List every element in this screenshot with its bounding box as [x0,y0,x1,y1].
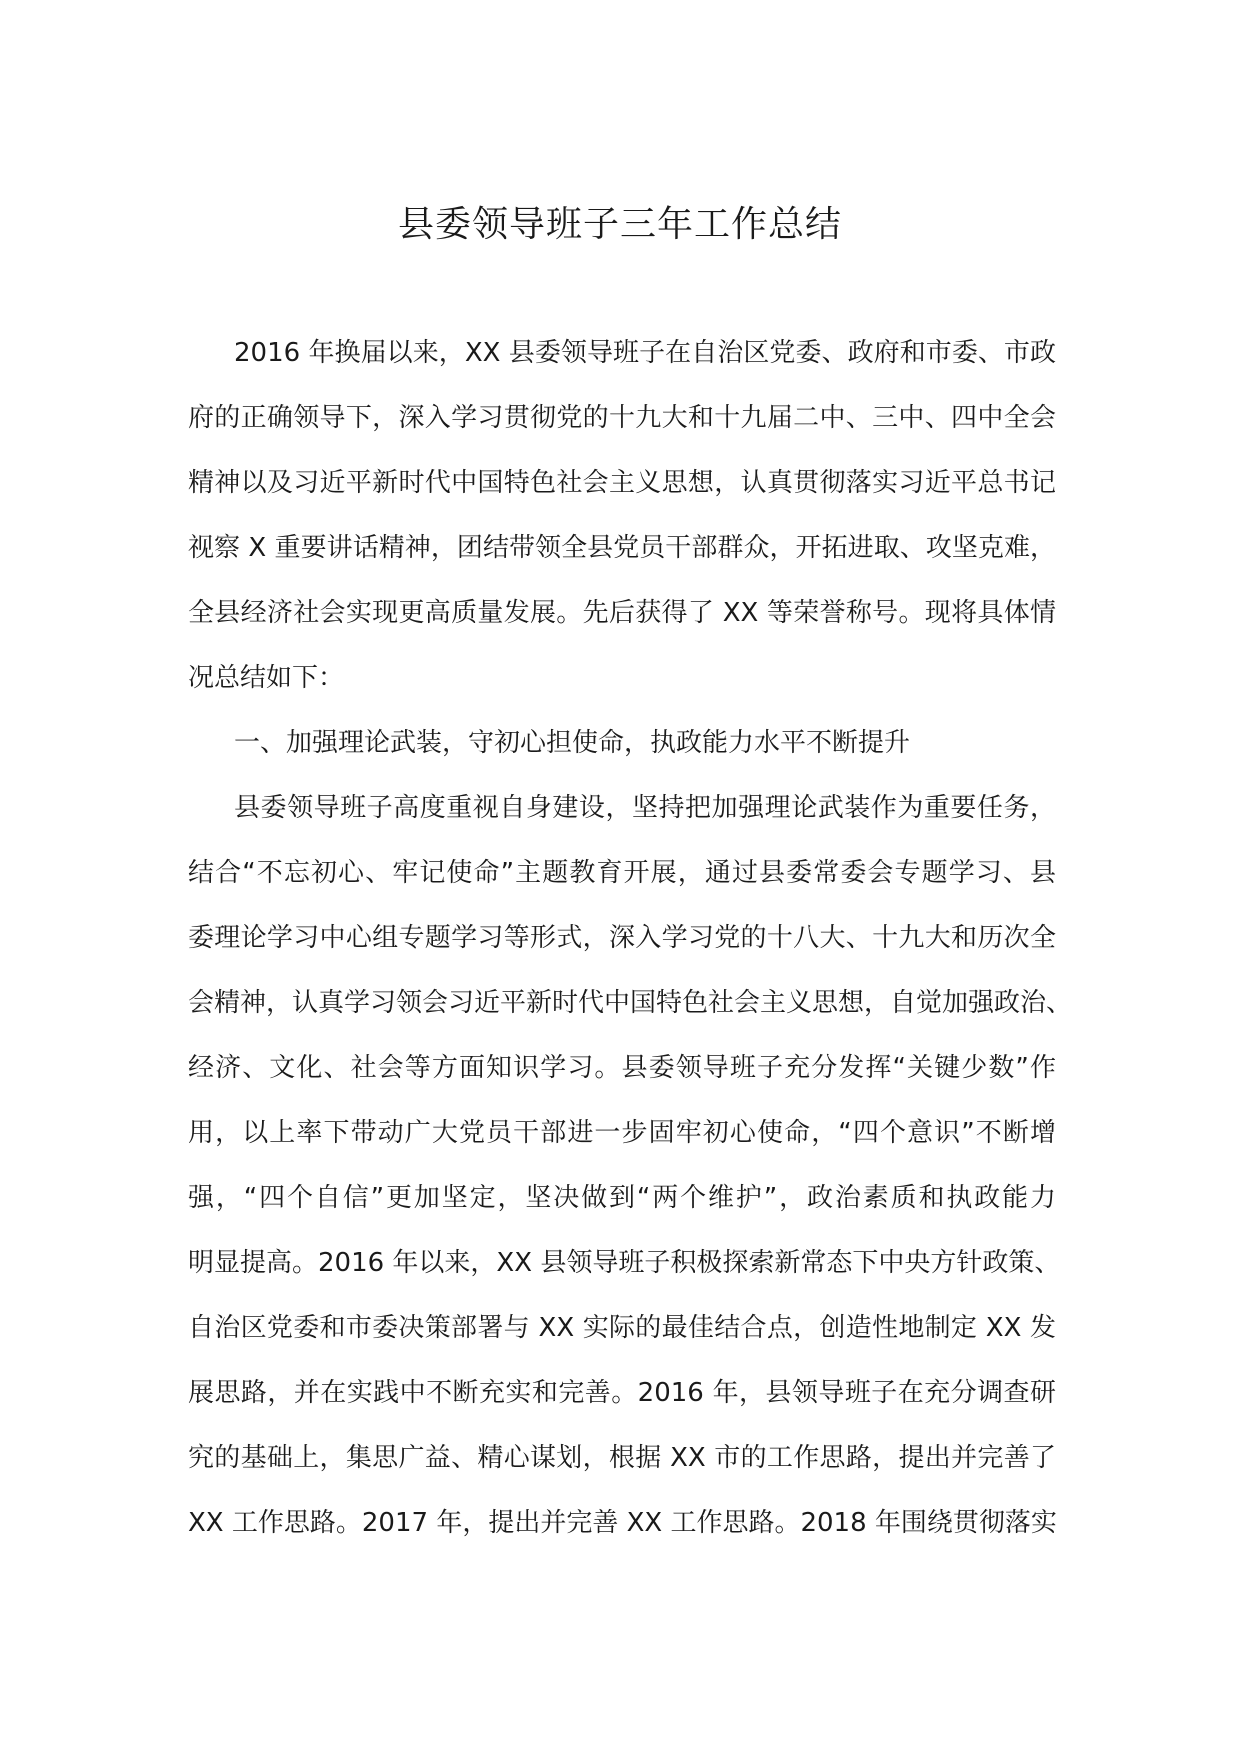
paragraph-1-line-2: 府的正确领导下，深入学习贯彻党的十九大和十九届二中、三中、四中全会 [188,403,1056,433]
paragraph-2-line-11: 究的基础上，集思广益、精心谋划，根据 XX 市的工作思路，提出并完善了 [188,1443,1056,1473]
paragraph-2-line-10: 展思路，并在实践中不断充实和完善。2016 年，县领导班子在充分调查研 [188,1378,1056,1408]
paragraph-1-line-6: 况总结如下： [188,663,345,693]
paragraph-2-line-3: 委理论学习中心组专题学习等形式，深入学习党的十八大、十九大和历次全 [188,923,1056,953]
section-heading-1: 一、加强理论武装，守初心担使命，执政能力水平不断提升 [234,728,911,758]
document-title: 县委领导班子三年工作总结 [397,204,842,245]
paragraph-1-line-4: 视察 X 重要讲话精神，团结带领全县党员干部群众，开拓进取、攻坚克难， [188,533,1056,563]
paragraph-2-line-6: 用，以上率下带动广大党员干部进一步固牢初心使命，“四个意识”不断增 [188,1118,1056,1148]
paragraph-2-line-12: XX 工作思路。2017 年，提出并完善 XX 工作思路。2018 年围绕贯彻落实 [188,1508,1057,1538]
paragraph-1-line-5: 全县经济社会实现更高质量发展。先后获得了 XX 等荣誉称号。现将具体情 [188,598,1056,628]
paragraph-1-line-3: 精神以及习近平新时代中国特色社会主义思想，认真贯彻落实习近平总书记 [188,468,1056,498]
paragraph-2-line-9: 自治区党委和市委决策部署与 XX 实际的最佳结合点，创造性地制定 XX 发 [188,1313,1056,1343]
paragraph-2-line-5: 经济、文化、社会等方面知识学习。县委领导班子充分发挥“关键少数”作 [188,1053,1056,1083]
paragraph-1-line-1: 2016 年换届以来，XX 县委领导班子在自治区党委、政府和市委、市政 [234,338,1056,368]
paragraph-2-line-7: 强，“四个自信”更加坚定，坚决做到“两个维护”，政治素质和执政能力 [188,1183,1056,1213]
paragraph-2-line-2: 结合“不忘初心、牢记使命”主题教育开展，通过县委常委会专题学习、县 [188,858,1056,888]
paragraph-2-line-1: 县委领导班子高度重视自身建设，坚持把加强理论武装作为重要任务， [234,793,1056,823]
paragraph-2-line-8: 明显提高。2016 年以来，XX 县领导班子积极探索新常态下中央方针政策、 [188,1248,1061,1278]
document-body [188,321,1073,1556]
paragraph-2-line-4: 会精神，认真学习领会习近平新时代中国特色社会主义思想，自觉加强政治、 [188,988,1073,1018]
